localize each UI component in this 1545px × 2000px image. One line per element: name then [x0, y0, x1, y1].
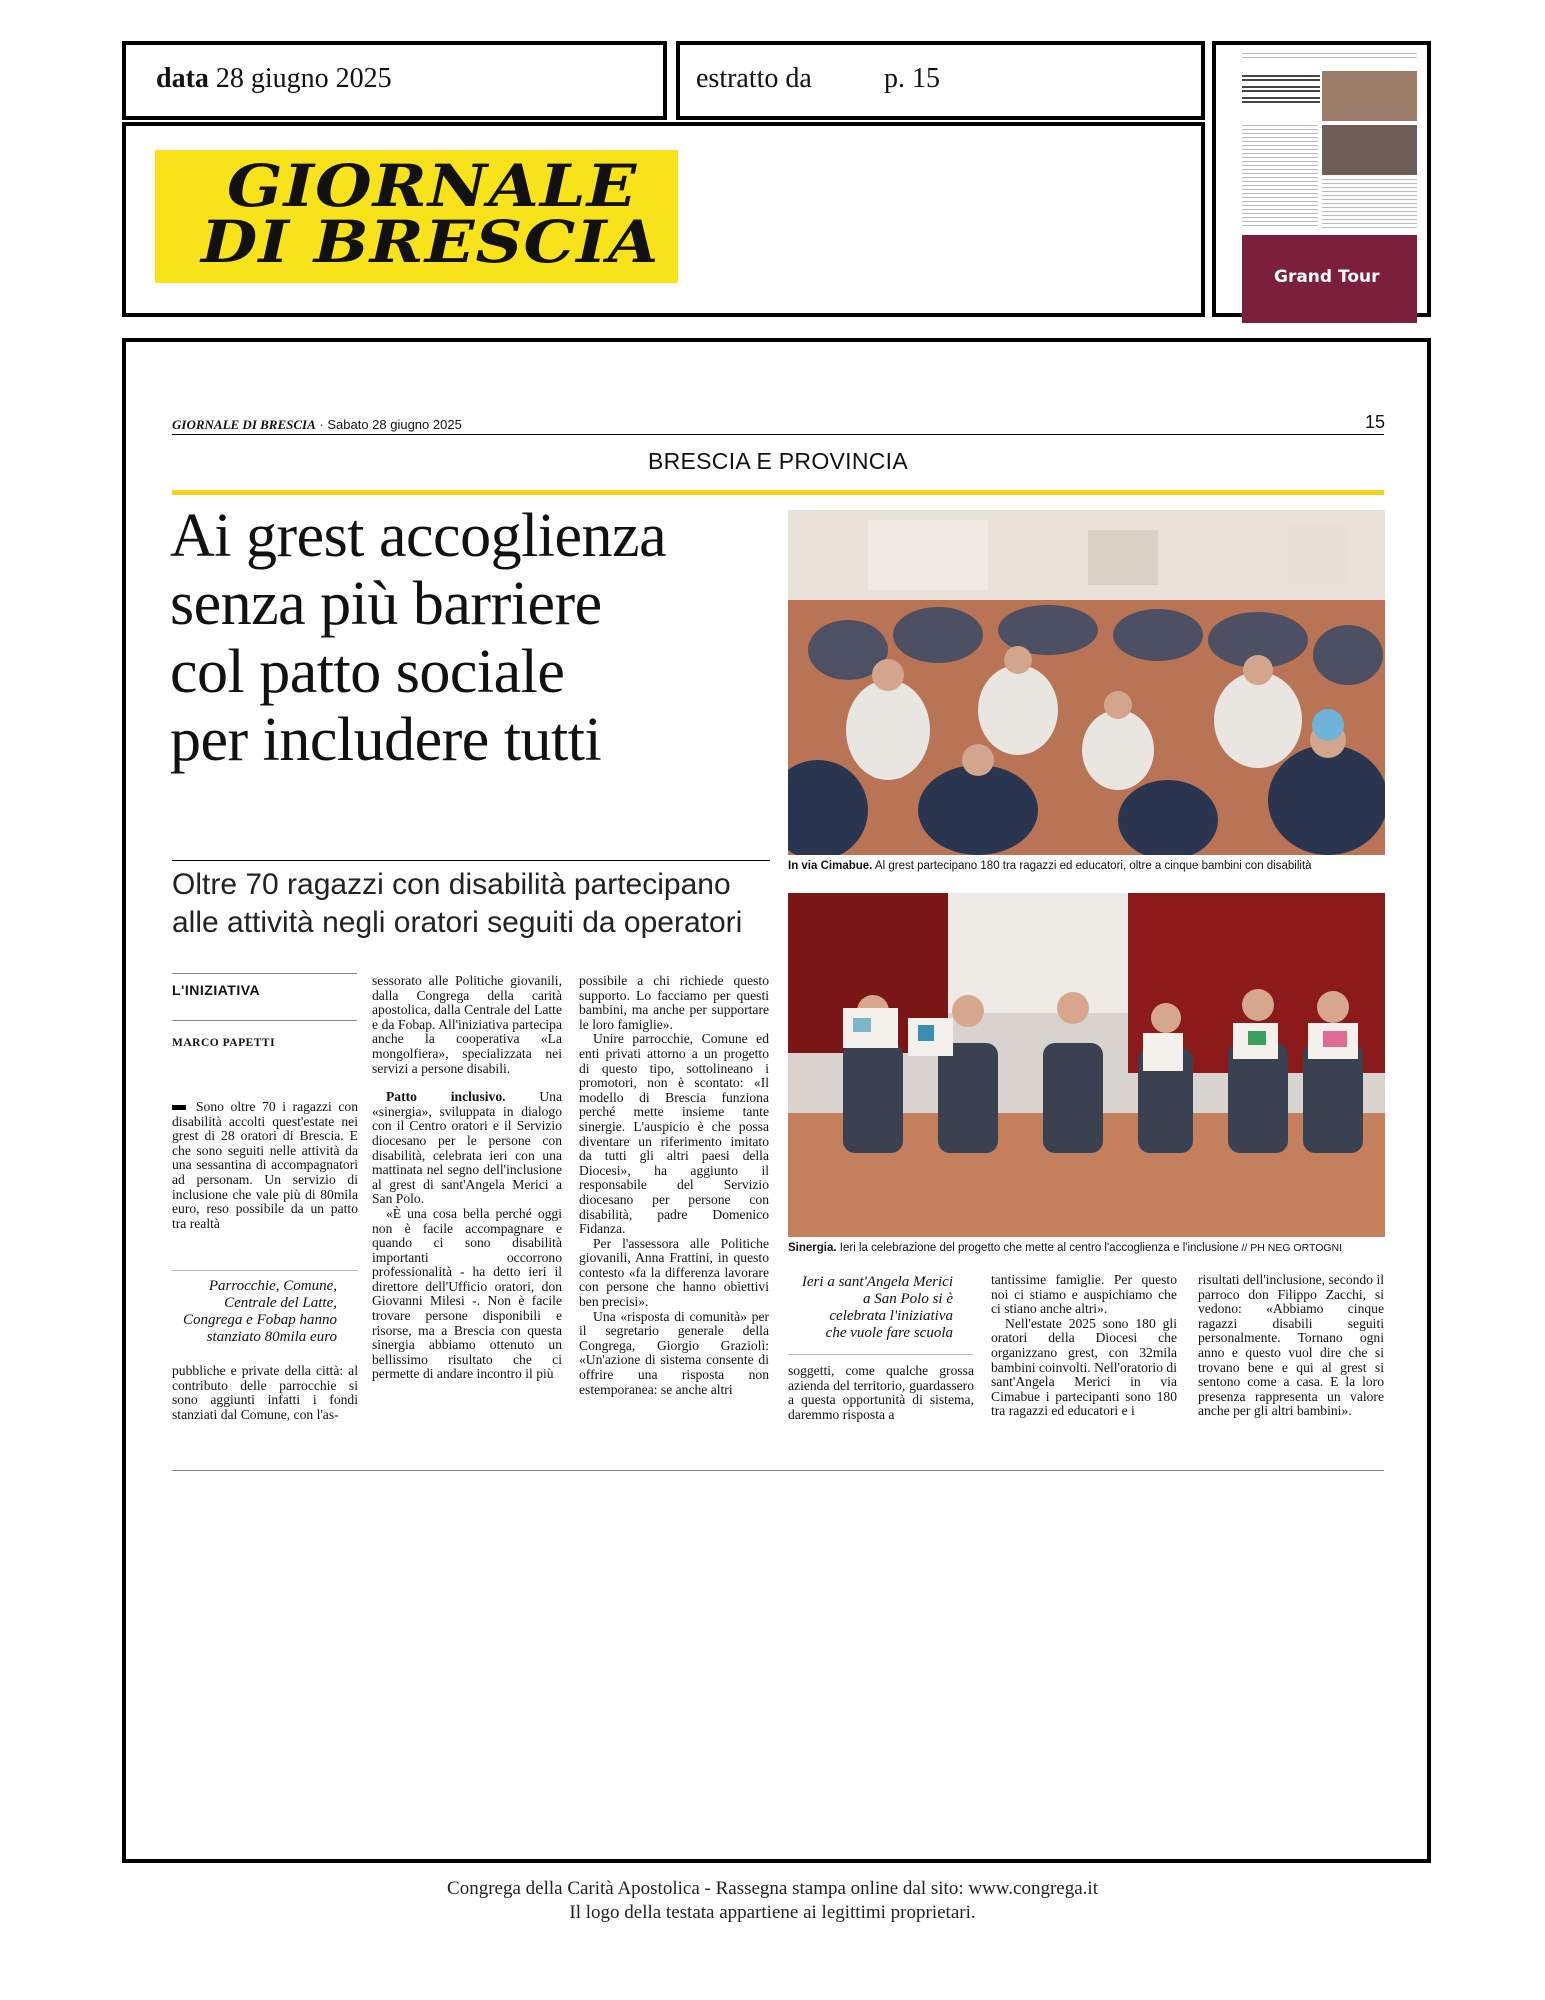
thumb-text-columns [1242, 125, 1318, 229]
footer-line-2: Il logo della testata appartiene ai legittimi proprietari. [569, 1902, 976, 1923]
pull-quote-line: Centrale del Latte, [224, 1295, 337, 1311]
meta-paper-name: GIORNALE DI BRESCIA [172, 417, 316, 432]
caption-lead: Sinergia. [788, 1242, 837, 1254]
section-accent-bar [172, 490, 1384, 495]
column-3 [579, 974, 769, 1397]
page-thumbnail [1212, 41, 1431, 317]
paragraph-mark [172, 1105, 186, 1110]
subhead [172, 866, 772, 942]
column-2 [372, 974, 562, 1382]
article-bottom-rule [172, 1470, 1384, 1471]
photo-credit: // PH NEG ORTOGNI [1238, 1242, 1343, 1254]
body-text: risultati dell'inclusione, secondo il parroco don Filippo Zacchi, si vedono: «Abbiamo cinque ragazzi disabili seguiti personalmente. Tornano ogni anno e questo vuol dire che si trovano bene e qui al grest si sentono come a casa. E la loro presenza rappresenta un valore anche per gli altri bambini». [1198, 1272, 1384, 1419]
extract-label: estratto da [696, 63, 812, 94]
thumb-headline [1242, 75, 1320, 108]
pull-quote-1 [172, 1278, 337, 1346]
body-text: Una «risposta di comunità» per il segretario generale della Congrega, Giorgio Graziolì: «Un'azione di sistema consente di offrire una risposta non estemporanea: se anche altri [579, 1308, 769, 1397]
logo-line-1: GIORNALE [227, 152, 638, 220]
subhead-line: alle attività negli oratori seguiti da operatori [172, 906, 743, 939]
thumb-photo-2 [1322, 125, 1417, 175]
headline-line: per includere tutti [170, 706, 602, 774]
headline-line: col patto sociale [170, 638, 565, 706]
body-text: Una «sinergia», sviluppata in dialogo con il Centro oratori e il Servizio diocesano per le persone con disabilità, celebrata ieri con una mattinata nel segno dell'inclusione al grest di sant'Angela Merici a San Polo. [372, 1089, 562, 1207]
photo-grest-hall-image [788, 510, 1385, 855]
thumb-ad-title: Grand Tour [1274, 267, 1380, 287]
thumb-text-columns-2 [1322, 179, 1417, 229]
body-text: sessorato alle Politiche giovanili, dalla Congrega della carità apostolica, dalla Centrale del Latte e da Fobap. All'iniziativa partecipa anche la cooperativa «La mongolfiera», specializzata nei servizi a persone disabili. [372, 973, 562, 1076]
body-text: Sono oltre 70 i ragazzi con disabilità accolti quest'estate nei grest di 28 oratori di Brescia. E che sono seguiti nelle attività da una sessantina di accompagnatori ad personam. Un servizio di inclusione che vale più di 80mila euro, reso possibile da un patto tra realtà [172, 1099, 358, 1231]
kicker-rule-top [172, 973, 357, 974]
paragraph-lead: Patto inclusivo. [386, 1089, 506, 1105]
kicker: L'INIZIATIVA [172, 982, 261, 998]
meta-divider [172, 434, 1384, 435]
photo-caption-1 [788, 860, 1388, 872]
pull-quote-2 [788, 1274, 953, 1342]
meta-date: · Sabato 28 giugno 2025 [319, 417, 462, 432]
caption-lead: In via Cimabue. [788, 860, 873, 872]
body-text: soggetti, come qualche grossa azienda del territorio, guardassero a questa opportunità di sistema, daremmo risposta a [788, 1363, 974, 1422]
body-text: Per l'assessora alle Politiche giovanili, Anna Frattini, in questo contesto «fa la differenza lavorare con persone che hanno obiettivi ben precisi». [579, 1235, 769, 1310]
column-1-bottom [172, 1364, 358, 1422]
pull-quote-line: Congrega e Fobap hanno [182, 1312, 337, 1328]
photo-grest-hall [788, 510, 1385, 855]
pull-quote-line: celebrata l'iniziativa [829, 1308, 953, 1324]
caption-text: Al grest partecipano 180 tra ragazzi ed educatori, oltre a cinque bambini con disabilità [872, 860, 1312, 872]
caption-text: Ieri la celebrazione del progetto che mette al centro l'accoglienza e l'inclusione [836, 1242, 1239, 1254]
pull-quote-rule [172, 1270, 358, 1271]
headline-line: senza più barriere [170, 570, 602, 638]
subhead-divider [172, 860, 770, 861]
section-title: BRESCIA E PROVINCIA [647, 448, 909, 474]
body-text: tantissime famiglie. Per questo noi ci stiamo e auspichiamo che ci stiano anche altri». [991, 1272, 1177, 1317]
body-text: Nell'estate 2025 sono 180 gli oratori della Diocesi che organizzano grest, con 32mila bambini coinvolti. Nell'oratorio di sant'Angela Merici in via Cimabue i partecipanti sono 180 tra ragazzi ed educatori e i [991, 1315, 1177, 1419]
extract-box [676, 41, 1205, 120]
article-meta [172, 417, 462, 433]
pull-quote-2-rule [788, 1354, 973, 1355]
photo-caption-2 [788, 1242, 1388, 1254]
body-text: pubbliche e private della città: al contributo delle parrocchie si sono aggiunti infatti i fondi stanziati dal Comune, con l'as- [172, 1363, 358, 1422]
thumb-advertisement [1242, 235, 1417, 323]
body-text: possibile a chi richiede questo supporto. Lo facciamo per questi bambini, ma anche per supportare le loro famiglie». [579, 973, 769, 1032]
footer-line-1: Congrega della Carità Apostolica - Rassegna stampa online dal sito: www.congrega.it [447, 1878, 1098, 1899]
footer [0, 1877, 1545, 1925]
thumb-header-lines [1242, 53, 1417, 59]
pull-quote-line: che vuole fare scuola [825, 1325, 953, 1341]
column-4 [788, 1364, 974, 1422]
thumb-photo-1 [1322, 71, 1417, 121]
pull-quote-line: a San Polo si è [863, 1291, 953, 1307]
page-reference: p. 15 [884, 63, 940, 94]
newspaper-logo [155, 150, 678, 283]
headline [170, 502, 770, 774]
pull-quote-line: Parrocchie, Comune, [208, 1278, 337, 1294]
date-box [122, 41, 667, 120]
date-field: data 28 giugno 2025 [156, 63, 392, 94]
kicker-rule-bottom [172, 1020, 357, 1021]
column-5 [991, 1273, 1177, 1419]
headline-line: Ai grest accoglienza [170, 502, 667, 570]
photo-synergy-panel [788, 893, 1385, 1237]
pull-quote-line: stanziato 80mila euro [206, 1329, 337, 1345]
pull-quote-line: Ieri a sant'Angela Merici [801, 1274, 953, 1290]
page-number: 15 [1365, 412, 1386, 432]
body-text: «È una cosa bella perché oggi non è facile accompagnare e quando ci sono disabilità importanti occorrono professionalità - ha detto ieri il direttore dell'Ufficio oratori, don Giovanni Milesi -. Non è facile trovare persone disponibili e risorse, ma a Brescia con questa sinergia abbiamo ottenuto un bellissimo risultato che ci permette di andare incontro il più [372, 1205, 562, 1382]
logo-line-2: DI BRESCIA [201, 208, 660, 276]
column-1-top [172, 1100, 358, 1231]
column-6 [1198, 1273, 1384, 1419]
author: MARCO PAPETTI [172, 1037, 276, 1049]
body-text: Unire parrocchie, Comune ed enti privati attorno a un progetto di questo tipo, sottolineano i promotori, non è scontato: «Il modello di Brescia funziona perché mette insieme tante sinergie. L'auspicio è che possa diventare un riferimento imitato da tutti gli altri paesi della Diocesi», ha aggiunto il responsabile del Servizio diocesano per persone con disabilità, padre Domenico Fidanza. [579, 1031, 769, 1237]
photo-synergy-panel-image [788, 893, 1385, 1237]
subhead-line: Oltre 70 ragazzi con disabilità partecipano [172, 868, 731, 901]
